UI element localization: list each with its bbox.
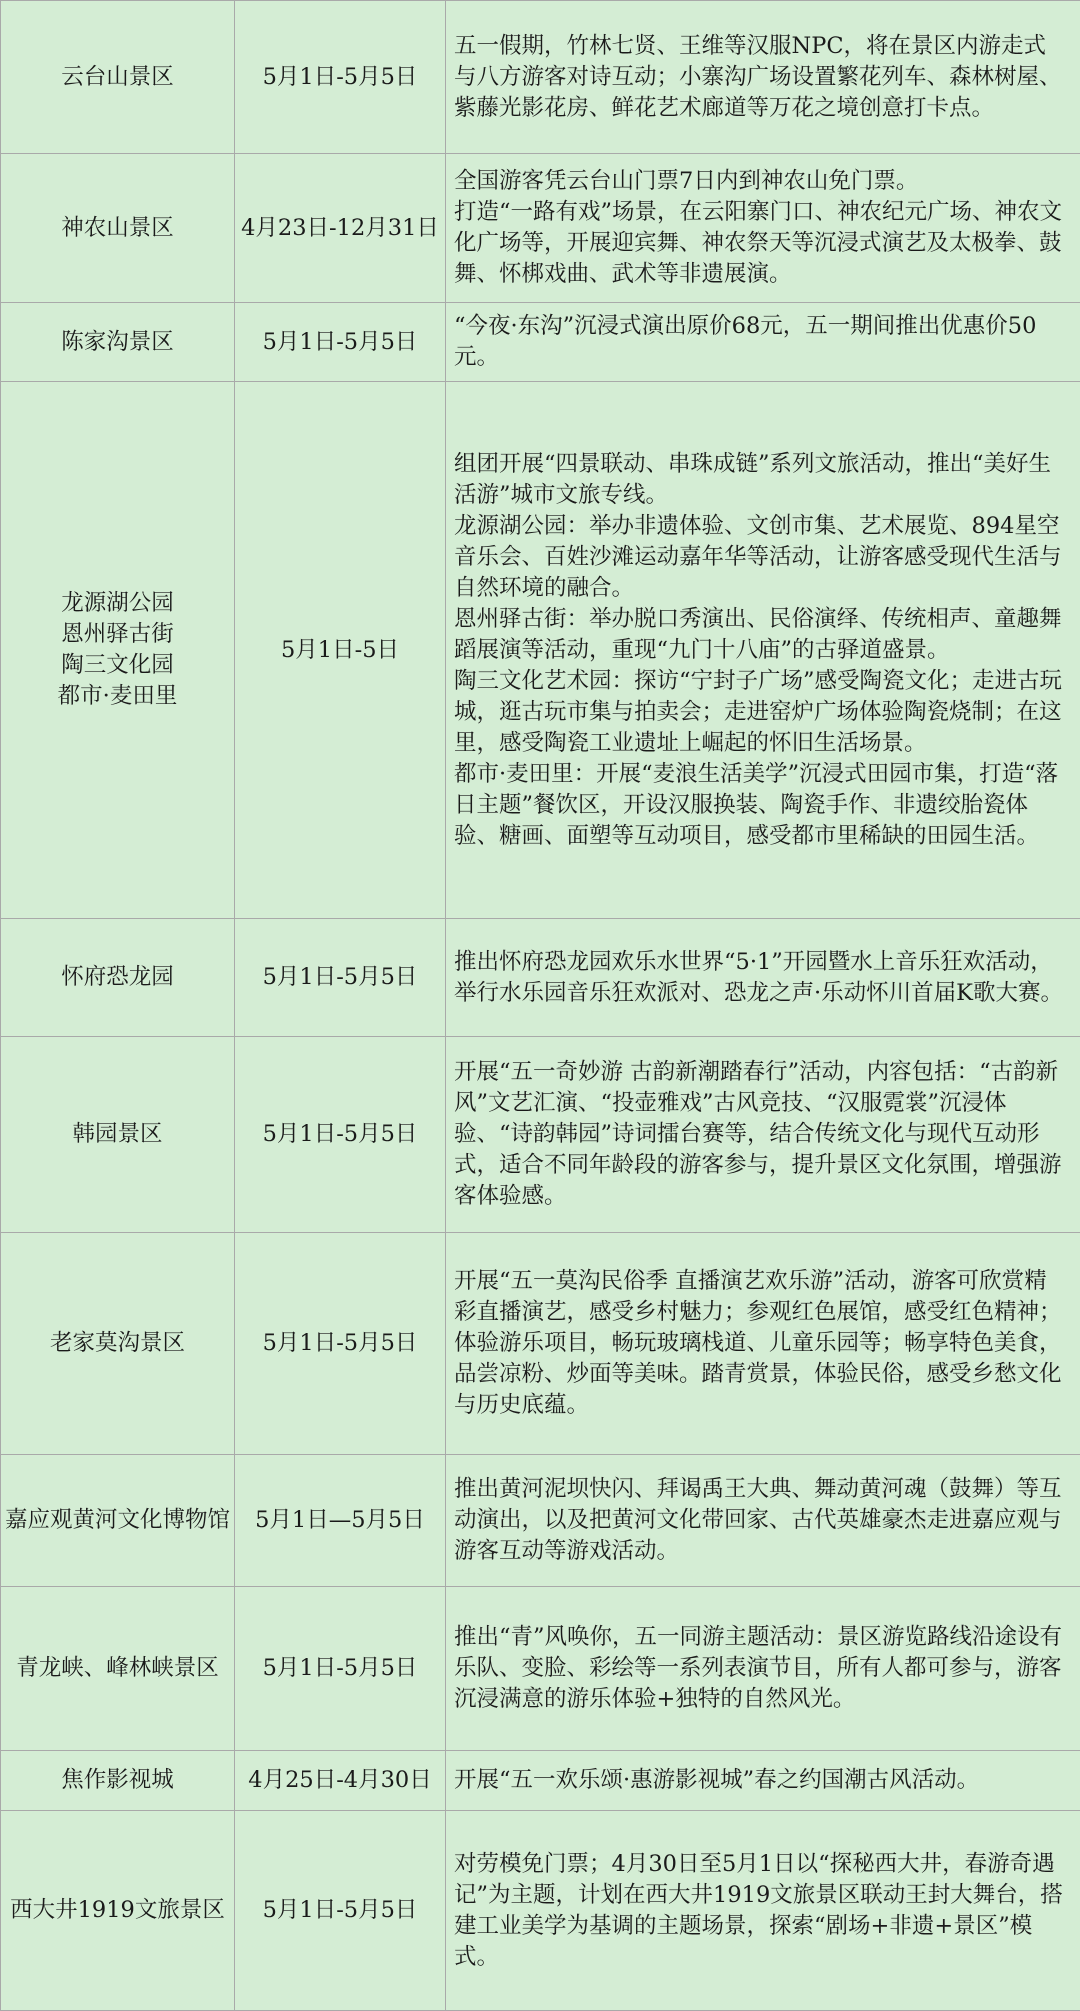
venue-cell: 怀府恐龙园 (1, 919, 235, 1037)
table-row (1, 1587, 1080, 1751)
venue-cell: 云台山景区 (1, 1, 235, 154)
table-row (1, 1, 1080, 154)
content-cell: 推出怀府恐龙园欢乐水世界“5·1”开园暨水上音乐狂欢活动，举行水乐园音乐狂欢派对、恐龙之声·乐动怀川首届K歌大赛。 (446, 919, 1080, 1037)
content-cell: 推出黄河泥坝快闪、拜谒禹王大典、舞动黄河魂（鼓舞）等互动演出，以及把黄河文化带回家、古代英雄豪杰走进嘉应观与游客互动等游戏活动。 (446, 1455, 1080, 1587)
content-cell: 开展“五一奇妙游 古韵新潮踏春行”活动，内容包括：“古韵新风”文艺汇演、“投壶雅戏”古风竞技、“汉服霓裳”沉浸体验、“诗韵韩园”诗词擂台赛等，结合传统文化与现代互动形式，适合不同年龄段的游客参与，提升景区文化氛围，增强游客体验感。 (446, 1037, 1080, 1233)
date-cell: 5月1日-5月5日 (235, 919, 446, 1037)
venue-cell: 神农山景区 (1, 154, 235, 303)
venue-cell: 嘉应观黄河文化博物馆 (1, 1455, 235, 1587)
table-row (1, 1455, 1080, 1587)
date-cell: 5月1日-5日 (235, 382, 446, 919)
date-cell: 5月1日-5月5日 (235, 1037, 446, 1233)
date-cell: 5月1日-5月5日 (235, 1233, 446, 1455)
table-row (1, 303, 1080, 382)
table-body (1, 1, 1080, 2011)
venue-cell: 焦作影视城 (1, 1751, 235, 1811)
venue-cell: 陈家沟景区 (1, 303, 235, 382)
content-cell: 五一假期，竹林七贤、王维等汉服NPC，将在景区内游走式与八方游客对诗互动；小寨沟广场设置繁花列车、森林树屋、紫藤光影花房、鲜花艺术廊道等万花之境创意打卡点。 (446, 1, 1080, 154)
content-cell: 对劳模免门票；4月30日至5月1日以“探秘西大井，春游奇遇记”为主题，计划在西大井1919文旅景区联动王封大舞台，搭建工业美学为基调的主题场景，探索“剧场+非遗+景区”模式。 (446, 1811, 1080, 2011)
table-row (1, 1811, 1080, 2011)
table-row (1, 1751, 1080, 1811)
venue-cell: 青龙峡、峰林峡景区 (1, 1587, 235, 1751)
date-cell: 5月1日-5月5日 (235, 1811, 446, 2011)
content-cell: 全国游客凭云台山门票7日内到神农山免门票。 打造“一路有戏”场景，在云阳寨门口、神农纪元广场、神农文化广场等，开展迎宾舞、神农祭天等沉浸式演艺及太极拳、鼓舞、怀梆戏曲、武术等非遗展演。 (446, 154, 1080, 303)
content-cell: 开展“五一欢乐颂·惠游影视城”春之约国潮古风活动。 (446, 1751, 1080, 1811)
table-row (1, 1233, 1080, 1455)
content-cell: 组团开展“四景联动、串珠成链”系列文旅活动，推出“美好生活游”城市文旅专线。 龙源湖公园：举办非遗体验、文创市集、艺术展览、894星空音乐会、百姓沙滩运动嘉年华等活动，让游客感受现代生活与自然环境的融合。 恩州驿古街：举办脱口秀演出、民俗演绎、传统相声、童趣舞蹈展演等活动，重现“九门十八庙”的古驿道盛景。 陶三文化艺术园：探访“宁封子广场”感受陶瓷文化；走进古玩城，逛古玩市集与拍卖会；走进窑炉广场体验陶瓷烧制；在这里，感受陶瓷工业遗址上崛起的怀旧生活场景。 都市·麦田里：开展“麦浪生活美学”沉浸式田园市集，打造“落日主题”餐饮区，开设汉服换装、陶瓷手作、非遗绞胎瓷体验、糖画、面塑等互动项目，感受都市里稀缺的田园生活。 (446, 382, 1080, 919)
date-cell: 5月1日-5月5日 (235, 303, 446, 382)
date-cell: 5月1日-5月5日 (235, 1587, 446, 1751)
venue-cell: 老家莫沟景区 (1, 1233, 235, 1455)
date-cell: 5月1日-5月5日 (235, 1, 446, 154)
table-row (1, 382, 1080, 919)
content-cell: 推出“青”风唤你，五一同游主题活动：景区游览路线沿途设有乐队、变脸、彩绘等一系列表演节目，所有人都可参与，游客沉浸满意的游乐体验+独特的自然风光。 (446, 1587, 1080, 1751)
venue-cell: 韩园景区 (1, 1037, 235, 1233)
date-cell: 5月1日—5月5日 (235, 1455, 446, 1587)
table-row (1, 154, 1080, 303)
table-row (1, 1037, 1080, 1233)
date-cell: 4月25日-4月30日 (235, 1751, 446, 1811)
table-row (1, 919, 1080, 1037)
venue-cell: 西大井1919文旅景区 (1, 1811, 235, 2011)
date-cell: 4月23日-12月31日 (235, 154, 446, 303)
content-cell: “今夜·东沟”沉浸式演出原价68元，五一期间推出优惠价50元。 (446, 303, 1080, 382)
venue-cell: 龙源湖公园 恩州驿古街 陶三文化园 都市·麦田里 (1, 382, 235, 919)
content-cell: 开展“五一莫沟民俗季 直播演艺欢乐游”活动，游客可欣赏精彩直播演艺，感受乡村魅力；参观红色展馆，感受红色精神；体验游乐项目，畅玩玻璃栈道、儿童乐园等；畅享特色美食，品尝凉粉、炒面等美味。踏青赏景，体验民俗，感受乡愁文化与历史底蕴。 (446, 1233, 1080, 1455)
